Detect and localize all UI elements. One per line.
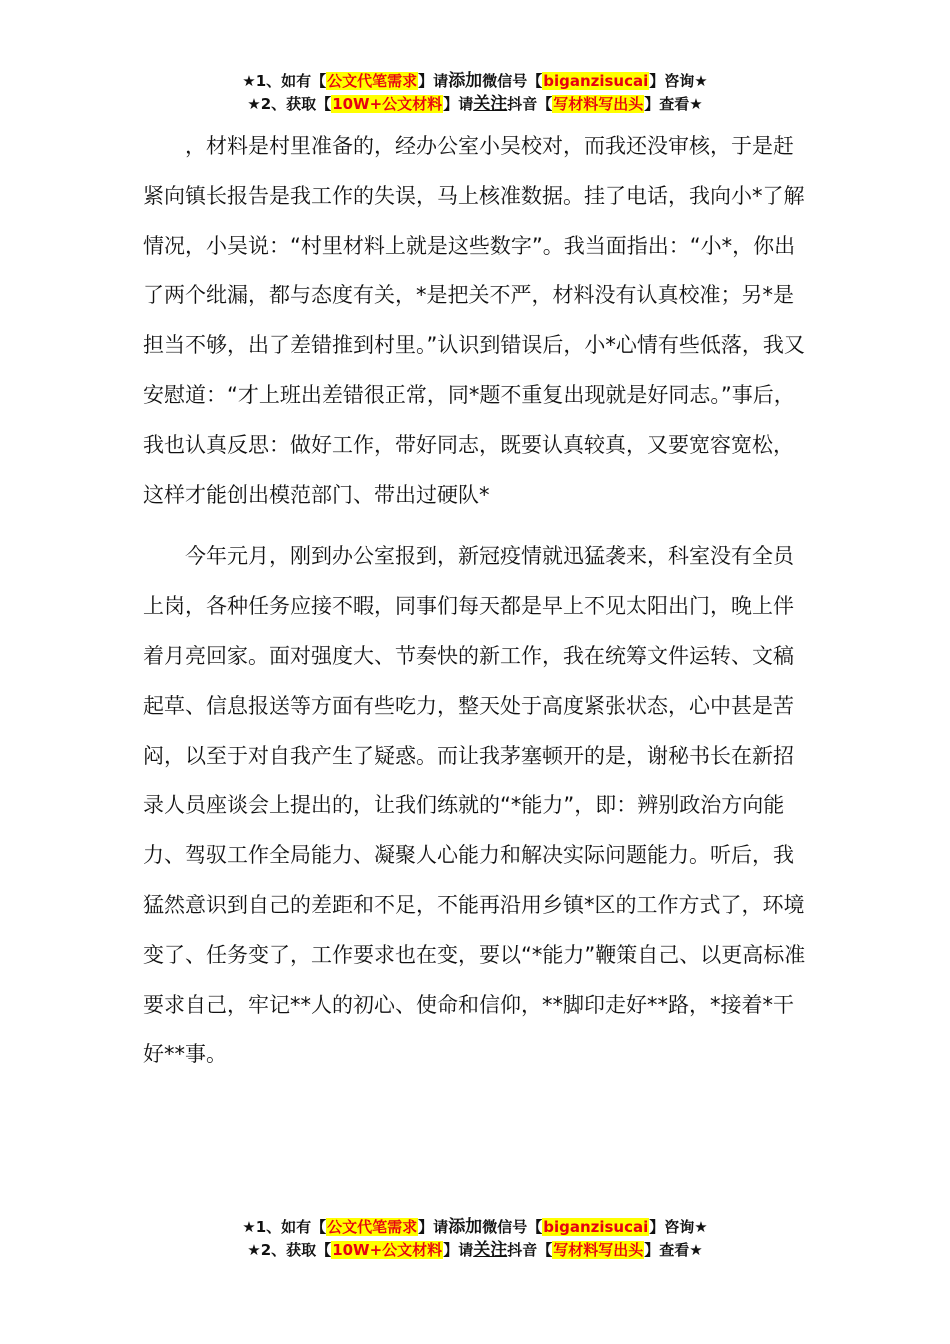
banner-highlight: 写材料写出头 xyxy=(553,1241,644,1259)
banner-text: 微信号【 xyxy=(482,72,543,90)
banner-highlight: 10W+公文材料 xyxy=(332,1241,443,1259)
header-banner-line-2 xyxy=(0,93,950,116)
banner-text: 】咨询★ xyxy=(649,1218,708,1236)
paragraph-2: 今年元月，刚到办公室报到，新冠疫情就迅猛袭来，科室没有全员上岗，各种任务应接不暇，同事们每天都是早上不见太阳出门，晚上伴着月亮回家。面对强度大、节奏快的新工作，我在统筹文件运转、文稿起草、信息报送等方面有些吃力，整天处于高度紧张状态，心中甚是苦闷，以至于对自我产生了疑惑。而让我茅塞顿开的是，谢秘书长在新招录人员座谈会上提出的，让我们练就的“*能力”，即：辨别政治方向能力、驾驭工作全局能力、凝聚人心能力和解决实际问题能力。听后，我猛然意识到自己的差距和不足，不能再沿用乡镇*区的工作方式了，环境变了、任务变了，工作要求也在变，要以“*能力”鞭策自己、以更高标准要求自己，牢记**人的初心、使命和信仰，**脚印走好**路，*接着*干好**事。 xyxy=(143,544,806,1067)
banner-text: 抖音【 xyxy=(507,95,553,113)
banner-highlight: 公文代笔需求 xyxy=(327,72,418,90)
banner-emphasis: 关注 xyxy=(473,1240,508,1260)
banner-text: 】请 xyxy=(443,95,474,113)
banner-text: 微信号【 xyxy=(482,1218,543,1236)
paragraph-1: ，材料是村里准备的，经办公室小吴校对，而我还没审核，于是赶紧向镇长报告是我工作的失误，马上核准数据。挂了电话，我向小*了解情况，小吴说：“村里材料上就是这些数字”。我当面指出：“小*，你出了两个纰漏，都与态度有关，*是把关不严，材料没有认真校准；另*是担当不够，出了差错推到村里。”认识到错误后，小*心情有些低落，我又安慰道：“才上班出差错很正常，同*题不重复出现就是好同志。”事后，我也认真反思：做好工作，带好同志，既要认真较真，又要宽容宽松，这样才能创出模范部门、带出过硬队* xyxy=(143,134,805,507)
banner-text: 】查看★ xyxy=(644,1241,703,1259)
banner-text: 】咨询★ xyxy=(649,72,708,90)
banner-emphasis: 添加 xyxy=(448,1217,483,1237)
banner-text: ★1、如有【 xyxy=(242,1218,327,1236)
banner-text: 】查看★ xyxy=(644,95,703,113)
banner-highlight: biganzisucai xyxy=(543,1218,649,1236)
banner-text: 】请 xyxy=(418,72,449,90)
header-banner-line-1 xyxy=(0,70,950,93)
banner-highlight: biganzisucai xyxy=(543,72,649,90)
banner-highlight: 10W+公文材料 xyxy=(332,95,443,113)
banner-text: 】请 xyxy=(443,1241,474,1259)
header-banner xyxy=(0,70,950,116)
banner-text: ★2、获取【 xyxy=(247,1241,332,1259)
banner-text: 抖音【 xyxy=(507,1241,553,1259)
document-body xyxy=(143,122,813,1080)
banner-highlight: 写材料写出头 xyxy=(553,95,644,113)
footer-banner-line-2 xyxy=(0,1239,950,1262)
banner-text: ★1、如有【 xyxy=(242,72,327,90)
footer-banner xyxy=(0,1216,950,1262)
banner-text: ★2、获取【 xyxy=(247,95,332,113)
banner-highlight: 公文代笔需求 xyxy=(327,1218,418,1236)
banner-text: 】请 xyxy=(418,1218,449,1236)
banner-emphasis: 关注 xyxy=(473,94,508,114)
footer-banner-line-1 xyxy=(0,1216,950,1239)
banner-emphasis: 添加 xyxy=(448,71,483,91)
